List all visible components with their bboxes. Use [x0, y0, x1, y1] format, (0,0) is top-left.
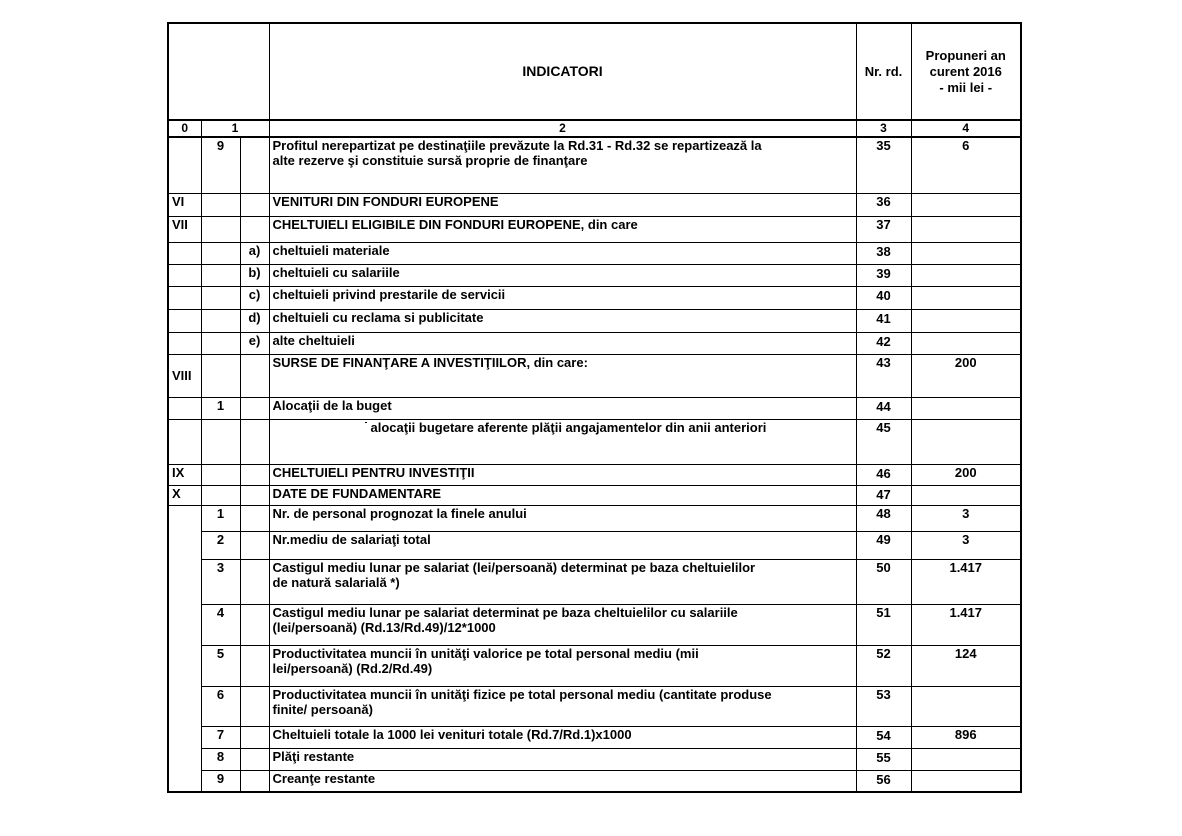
indicator-text: Nr.mediu de salariaţi total — [269, 531, 856, 559]
letter-cell: e) — [240, 332, 269, 354]
row-number: 46 — [856, 464, 911, 485]
letter-cell — [240, 770, 269, 792]
letter-cell — [240, 419, 269, 464]
number-cell — [201, 264, 240, 286]
proposal-value — [911, 264, 1021, 286]
subcell-divider — [365, 422, 367, 423]
indicator-text: alte cheltuieli — [269, 332, 856, 354]
header-nr-rd: Nr. rd. — [856, 23, 911, 120]
indicator-text: DATE DE FUNDAMENTARE — [269, 485, 856, 505]
row-number: 35 — [856, 137, 911, 193]
row-number: 37 — [856, 216, 911, 242]
indicator-text: cheltuieli materiale — [269, 242, 856, 264]
column-index-row — [168, 120, 1021, 137]
letter-cell — [240, 137, 269, 193]
table-row — [168, 216, 1021, 242]
indicator-text-line2: alte rezerve şi constituie sursă proprie de finanţare — [272, 153, 588, 168]
row-number: 47 — [856, 485, 911, 505]
proposal-value — [911, 748, 1021, 770]
table-row — [168, 397, 1021, 419]
row-number: 42 — [856, 332, 911, 354]
table-row — [168, 726, 1021, 748]
row-number: 39 — [856, 264, 911, 286]
indicator-text-line2: finite/ persoană) — [272, 701, 373, 717]
index-col-0: 0 — [168, 120, 201, 137]
letter-cell — [240, 485, 269, 505]
indicator-text-line1: Castigul mediu lunar pe salariat determinat pe baza cheltuielilor cu salariile — [272, 604, 738, 620]
number-cell: 9 — [201, 137, 240, 193]
proposal-value — [911, 216, 1021, 242]
number-cell: 2 — [201, 531, 240, 559]
number-cell: 5 — [201, 645, 240, 686]
roman-cell: VII — [168, 216, 201, 242]
proposal-value: 1.417 — [911, 604, 1021, 645]
proposal-value: 896 — [911, 726, 1021, 748]
index-col-2: 2 — [269, 120, 856, 137]
number-cell: 8 — [201, 748, 240, 770]
proposal-value — [911, 485, 1021, 505]
indicator-text: CHELTUIELI ELIGIBILE DIN FONDURI EUROPENE, din care — [269, 216, 856, 242]
letter-cell: a) — [240, 242, 269, 264]
indicator-text: alocaţii bugetare aferente plăţii angajamentelor din anii anteriori — [370, 419, 767, 435]
indicator-text: cheltuieli cu reclama si publicitate — [269, 309, 856, 332]
roman-cell: VIII — [168, 354, 201, 397]
proposal-value — [911, 397, 1021, 419]
number-cell: 7 — [201, 726, 240, 748]
indicator-text-line1: Castigul mediu lunar pe salariat (lei/persoană) determinat pe baza cheltuielilor — [272, 559, 756, 575]
letter-cell — [240, 531, 269, 559]
proposal-value — [911, 286, 1021, 309]
letter-cell — [240, 604, 269, 645]
indicator-text-subcell — [269, 419, 856, 464]
indicator-text: CHELTUIELI PENTRU INVESTIŢII — [269, 464, 856, 485]
letter-cell — [240, 216, 269, 242]
proposal-value: 3 — [911, 531, 1021, 559]
table-row — [168, 770, 1021, 792]
row-number: 38 — [856, 242, 911, 264]
table-row — [168, 604, 1021, 645]
header-propuneri-line2: curent 2016 — [929, 63, 1002, 79]
row-number: 36 — [856, 193, 911, 216]
roman-cell — [168, 242, 201, 264]
table-row — [168, 505, 1021, 531]
row-number: 45 — [856, 419, 911, 464]
indicator-text-line1: Productivitatea muncii în unităţi valorice pe total personal mediu (mii — [272, 645, 699, 661]
number-cell — [201, 485, 240, 505]
proposal-value — [911, 309, 1021, 332]
table-row — [168, 419, 1021, 464]
letter-cell — [240, 645, 269, 686]
letter-cell — [240, 726, 269, 748]
indicator-text: SURSE DE FINANŢARE A INVESTIŢIILOR, din care: — [269, 354, 856, 397]
number-cell — [201, 309, 240, 332]
row-number: 52 — [856, 645, 911, 686]
table-row — [168, 645, 1021, 686]
indicator-text-line2: de natură salarială *) — [272, 574, 400, 590]
proposal-value: 3 — [911, 505, 1021, 531]
roman-cell — [168, 332, 201, 354]
number-cell: 6 — [201, 686, 240, 726]
table-row — [168, 485, 1021, 505]
proposal-value: 200 — [911, 464, 1021, 485]
indicator-text-line2: (lei/persoană) (Rd.13/Rd.49)/12*1000 — [272, 619, 496, 635]
table-row — [168, 748, 1021, 770]
proposal-value: 124 — [911, 645, 1021, 686]
indicator-text: Cheltuieli totale la 1000 lei venituri totale (Rd.7/Rd.1)x1000 — [269, 726, 856, 748]
roman-cell — [168, 264, 201, 286]
indicator-text: Nr. de personal prognozat la finele anului — [269, 505, 856, 531]
number-cell — [201, 193, 240, 216]
row-number: 41 — [856, 309, 911, 332]
indicator-text: Plăţi restante — [269, 748, 856, 770]
proposal-value: 6 — [911, 137, 1021, 193]
row-number: 53 — [856, 686, 911, 726]
table-row — [168, 332, 1021, 354]
roman-cell — [168, 137, 201, 193]
table-row — [168, 137, 1021, 193]
table-row — [168, 264, 1021, 286]
number-cell — [201, 354, 240, 397]
indicator-text: cheltuieli cu salariile — [269, 264, 856, 286]
row-number: 56 — [856, 770, 911, 792]
row-number: 44 — [856, 397, 911, 419]
row-number: 54 — [856, 726, 911, 748]
number-cell: 9 — [201, 770, 240, 792]
header-blank-cell — [168, 23, 269, 120]
table-row — [168, 309, 1021, 332]
indicator-text — [269, 645, 856, 686]
indicator-text: VENITURI DIN FONDURI EUROPENE — [269, 193, 856, 216]
roman-cell — [168, 505, 201, 792]
proposal-value — [911, 419, 1021, 464]
indicator-text — [269, 137, 856, 193]
indicator-text: Creanţe restante — [269, 770, 856, 792]
roman-cell: IX — [168, 464, 201, 485]
row-number: 43 — [856, 354, 911, 397]
roman-cell — [168, 286, 201, 309]
header-propuneri — [911, 23, 1021, 120]
letter-cell — [240, 397, 269, 419]
letter-cell — [240, 505, 269, 531]
indicator-text-line1: Profitul nerepartizat pe destinaţiile prevăzute la Rd.31 - Rd.32 se repartizează la — [272, 138, 762, 153]
proposal-value — [911, 242, 1021, 264]
index-col-3: 3 — [856, 120, 911, 137]
row-number: 40 — [856, 286, 911, 309]
roman-cell: X — [168, 485, 201, 505]
roman-cell — [168, 309, 201, 332]
letter-cell: d) — [240, 309, 269, 332]
roman-cell: VI — [168, 193, 201, 216]
index-col-4: 4 — [911, 120, 1021, 137]
letter-cell — [240, 748, 269, 770]
letter-cell: b) — [240, 264, 269, 286]
header-row — [168, 23, 1021, 120]
header-indicatori: INDICATORI — [269, 23, 856, 120]
letter-cell — [240, 686, 269, 726]
number-cell — [201, 242, 240, 264]
proposal-value — [911, 193, 1021, 216]
indicator-text-line1: Productivitatea muncii în unităţi fizice pe total personal mediu (cantitate produse — [272, 686, 772, 702]
indicator-text: Alocaţii de la buget — [269, 397, 856, 419]
proposal-value — [911, 770, 1021, 792]
number-cell — [201, 419, 240, 464]
proposal-value: 200 — [911, 354, 1021, 397]
letter-cell: c) — [240, 286, 269, 309]
table-row — [168, 559, 1021, 604]
number-cell — [201, 332, 240, 354]
table-row — [168, 354, 1021, 397]
proposal-value: 1.417 — [911, 559, 1021, 604]
table-row — [168, 286, 1021, 309]
index-col-1: 1 — [201, 120, 269, 137]
letter-cell — [240, 193, 269, 216]
number-cell — [201, 216, 240, 242]
indicator-text-line2: lei/persoană) (Rd.2/Rd.49) — [272, 660, 433, 676]
letter-cell — [240, 354, 269, 397]
row-number: 49 — [856, 531, 911, 559]
roman-cell — [168, 397, 201, 419]
row-number: 55 — [856, 748, 911, 770]
number-cell: 3 — [201, 559, 240, 604]
number-cell: 4 — [201, 604, 240, 645]
header-propuneri-line3: - mii lei - — [939, 79, 993, 95]
letter-cell — [240, 559, 269, 604]
indicator-text — [269, 604, 856, 645]
header-propuneri-line1: Propuneri an — [925, 47, 1006, 63]
table-row — [168, 531, 1021, 559]
budget-indicators-table — [167, 22, 1022, 793]
table-row — [168, 686, 1021, 726]
row-number: 48 — [856, 505, 911, 531]
number-cell: 1 — [201, 505, 240, 531]
letter-cell — [240, 464, 269, 485]
row-number: 50 — [856, 559, 911, 604]
table-row — [168, 464, 1021, 485]
table-row — [168, 193, 1021, 216]
indicator-text — [269, 559, 856, 604]
indicator-text: cheltuieli privind prestarile de servicii — [269, 286, 856, 309]
table-row — [168, 242, 1021, 264]
number-cell: 1 — [201, 397, 240, 419]
number-cell — [201, 464, 240, 485]
proposal-value — [911, 332, 1021, 354]
roman-cell — [168, 419, 201, 464]
proposal-value — [911, 686, 1021, 726]
row-number: 51 — [856, 604, 911, 645]
number-cell — [201, 286, 240, 309]
indicator-text — [269, 686, 856, 726]
